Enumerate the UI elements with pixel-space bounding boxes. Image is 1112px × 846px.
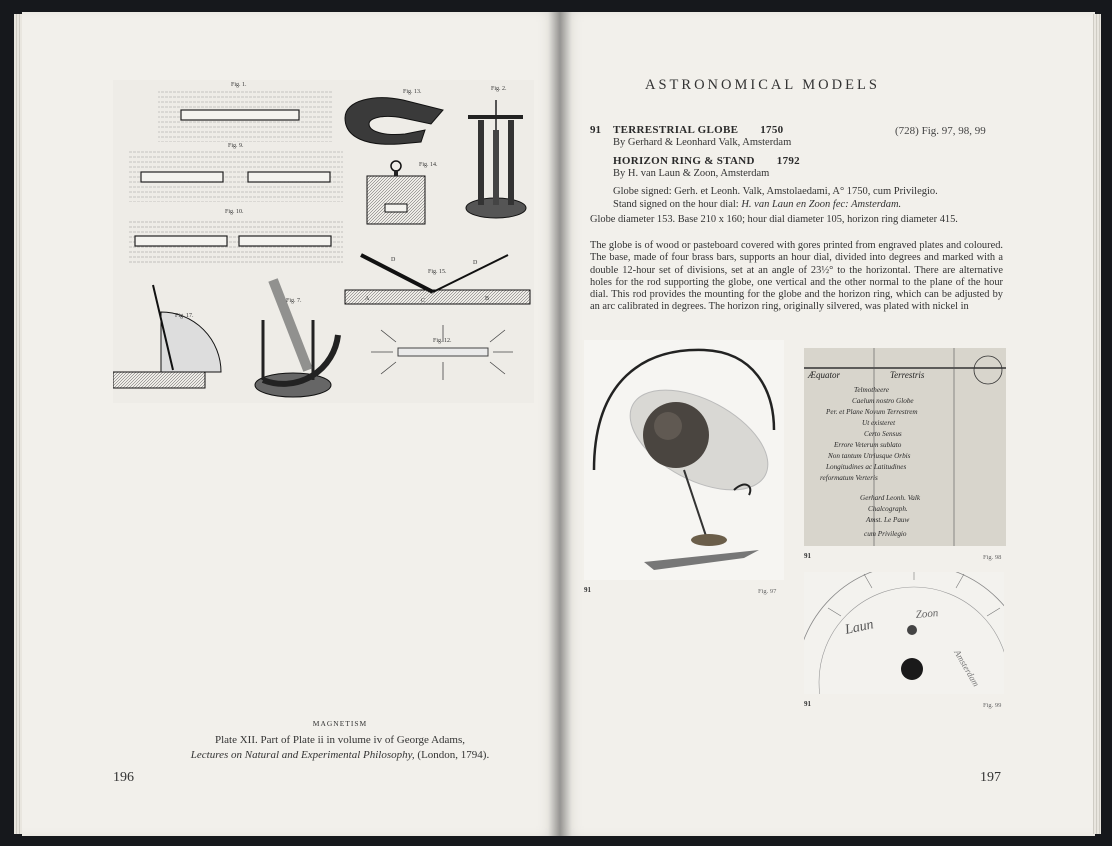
plate-label-fig12: Fig. 12.	[433, 338, 452, 344]
photo-globe-fig97	[584, 340, 784, 580]
plate-label-fig1: Fig. 1.	[231, 82, 247, 88]
fig-bar-magnet	[158, 90, 333, 142]
entry-title-1: TERRESTRIAL GLOBE	[613, 124, 739, 136]
entry-heading-2	[613, 155, 800, 167]
plate-label-fig2: Fig. 2.	[491, 86, 507, 92]
plate-letter-d2: D	[473, 260, 478, 266]
signature-line-1: Globe signed: Gerh. et Leonh. Valk, Amstolaedami, A° 1750, cum Privilegio.	[613, 186, 938, 197]
description-paragraph: The globe is of wood or pasteboard covered with gores printed from engraved plates and coloured. The base, made of four brass bars, supports an hour dial, divided into degrees and marked with a double 12-hour set of divisions, set at an angle of 23½° to the horizontal. There are alternative holes for the rod supporting the globe, one vertical and the other normal to the plane of the hour dial. This rod provides the mounting for the globe and the horizon ring, which can be adjusted by an arc calibrated in degrees. The horizon ring, originally silvered, was plated with nickel in	[590, 240, 1003, 313]
cartouche-line-9: Non tantum Utriusque Orbis	[828, 452, 911, 460]
plate-letter-b: B	[485, 296, 490, 302]
cartouche-line-13: Chalcograph.	[868, 505, 908, 513]
plate-letter-c: C	[421, 298, 426, 304]
entry-number: 91	[590, 124, 601, 136]
entry-year-1: 1750	[760, 124, 784, 136]
plate-label-fig9: Fig. 9.	[228, 143, 244, 149]
left-page-number: 196	[113, 770, 134, 785]
photo-number-97: 91	[584, 586, 591, 594]
hour-dial-illustration	[804, 572, 1004, 694]
caption-title: MAGNETISM	[312, 719, 368, 728]
plate-letter-d1: D	[391, 257, 396, 263]
cartouche-line-10: Longitudines ac Latitudines	[826, 463, 907, 471]
fig-opposed-magnets	[128, 218, 343, 266]
fig-quadrant	[113, 285, 221, 388]
signature-line-2-maker: H. van Laun en Zoon fec: Amsterdam.	[741, 199, 902, 210]
entry-reference: (728) Fig. 97, 98, 99	[895, 125, 986, 137]
cartouche-line-7: Certo Sensus	[864, 430, 902, 438]
cartouche-line-14: Amst. Le Pauw	[866, 516, 910, 524]
fig-horseshoe-magnet	[345, 98, 443, 145]
entry-heading-1	[613, 124, 783, 136]
right-page-number: 197	[980, 770, 1001, 785]
fig-two-magnets	[128, 150, 343, 202]
photo-cartouche-fig98	[804, 348, 1006, 546]
fig-needle-stand	[466, 100, 526, 218]
plate-label-fig14: Fig. 14.	[419, 162, 438, 168]
caption-line-1: Plate XII. Part of Plate ii in volume iv of George Adams,	[214, 734, 465, 746]
photo-hour-dial-fig99	[804, 572, 1004, 694]
entry-title-2: HORIZON RING & STAND	[613, 155, 755, 167]
cartouche-line-12: Gerhard Leonh. Valk	[860, 494, 921, 502]
plate-label-fig15: Fig. 15.	[428, 269, 447, 275]
dial-engraving-laun: Laun	[843, 617, 875, 638]
signature-line-2	[613, 199, 901, 210]
photo-caption-97: Fig. 97	[758, 588, 777, 595]
plate-letter-a: A	[365, 296, 370, 302]
cartouche-line-4: Caelum nostro Globe	[852, 397, 914, 405]
cartouche-line-3: Telmotheere	[854, 386, 889, 394]
cartouche-line-8: Errore Veterum sublato	[834, 441, 902, 449]
caption-line-2	[140, 748, 540, 763]
entry-maker-1: By Gerhard & Leonhard Valk, Amsterdam	[613, 137, 792, 148]
page-edges-right	[1093, 14, 1101, 834]
globe-illustration	[584, 340, 784, 580]
dial-engraving-amsterdam: Amsterdam	[952, 648, 982, 689]
photo-number-99: 91	[804, 700, 811, 708]
caption-publication: (London, 1794).	[414, 749, 490, 761]
caption-book-title: Lectures on Natural and Experimental Philosophy,	[190, 749, 415, 761]
plate-caption	[140, 716, 540, 763]
dial-engraving-zoon: Zoon	[915, 607, 939, 621]
fig-bar-with-arrows	[371, 325, 513, 380]
magnetism-plate	[113, 80, 534, 403]
photo-number-98: 91	[804, 552, 811, 560]
cartouche-illustration	[804, 348, 1006, 546]
fig-dip-experiment	[345, 255, 530, 304]
book-gutter	[548, 12, 572, 836]
plate-label-fig17: Fig. 17.	[175, 313, 194, 319]
cartouche-line-11: reformatum Verteris	[820, 474, 878, 482]
chapter-title: ASTRONOMICAL MODELS	[645, 77, 880, 93]
entry-year-2: 1792	[776, 155, 800, 167]
dimensions-paragraph: Globe diameter 153. Base 210 x 160; hour dial diameter 105, horizon ring diameter 415.	[590, 214, 958, 225]
photo-caption-98: Fig. 98	[983, 554, 1002, 561]
cartouche-line-6: Ut existeret	[862, 419, 896, 427]
cartouche-line-1: Æquator	[808, 370, 841, 380]
entry-maker-2: By H. van Laun & Zoon, Amsterdam	[613, 168, 770, 179]
cartouche-line-5: Per. et Plane Novum Terrestrem	[826, 408, 918, 416]
plate-label-fig13: Fig. 13.	[403, 89, 422, 95]
photo-caption-99: Fig. 99	[983, 702, 1002, 709]
signature-line-2-text: Stand signed on the hour dial:	[613, 199, 742, 210]
cartouche-line-2: Terrestris	[890, 370, 925, 380]
plate-engraving	[113, 80, 534, 403]
cartouche-line-15: cum Privilegio	[864, 530, 907, 538]
plate-label-fig7: Fig. 7.	[286, 298, 302, 304]
plate-label-fig10: Fig. 10.	[225, 209, 244, 215]
fig-armed-magnet	[367, 161, 425, 224]
